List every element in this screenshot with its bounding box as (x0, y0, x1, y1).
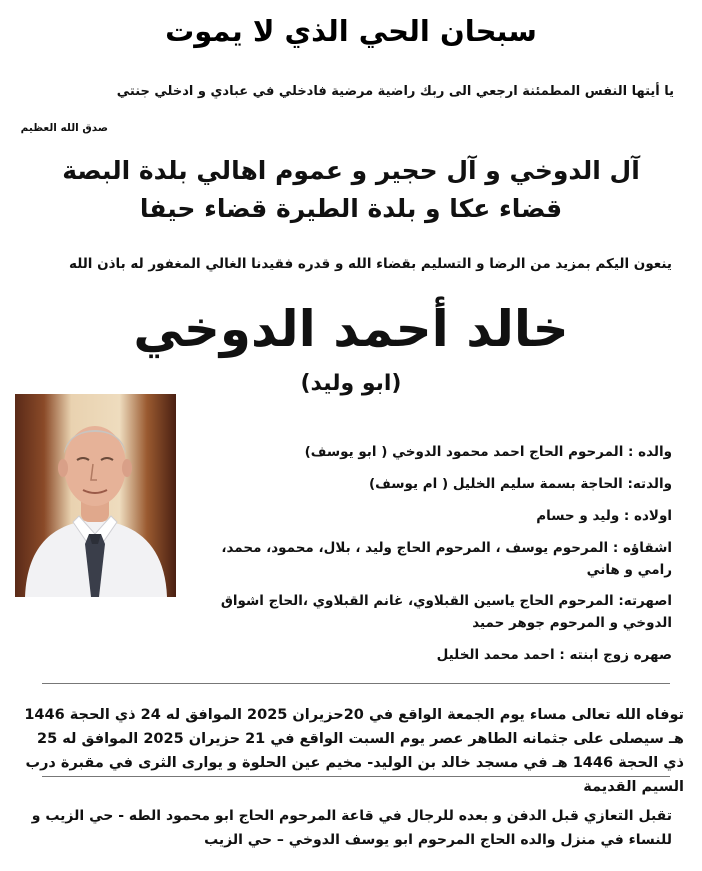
families-line-2: قضاء عكا و بلدة الطيرة قضاء حيفا (139, 194, 563, 223)
deceased-name: خالد أحمد الدوخي (133, 300, 569, 358)
portrait-image (15, 394, 176, 597)
funeral-details: توفاه الله تعالى مساء يوم الجمعة الواقع في 20حزيران 2025 الموافق له 24 ذي الحجة 1446 هـ سيصلى على جثمانه الطاهر عصر يوم السبت الواقع في 21 حزيران 2025 الموافق له 25 ذي الحجة 1446 هـ في مسجد خالد بن الوليد- مخيم عين الحلوة و يوارى الثرى في مقبرة درب السيم القديمة (24, 707, 684, 795)
quran-verse: يا أيتها النفس المطمئنة ارجعي الى ربك راضية مرضية فادخلي في عبادي و ادخلي جنتي (116, 84, 674, 99)
announcement-text: ينعون اليكم بمزيد من الرضا و التسليم بقضاء الله و قدره فقيدنا الغالي المغفور له باذن الله (69, 256, 672, 272)
children-line: اولاده : وليد و حسام (536, 508, 672, 524)
mother-line: والدته: الحاجة بسمة سليم الخليل ( ام يوسف) (368, 476, 672, 492)
father-line: والده : المرحوم الحاج احمد محمود الدوخي ( ابو يوسف) (304, 444, 672, 460)
divider-bottom (42, 776, 670, 777)
verse-source: صدق الله العظيم (20, 122, 108, 134)
mourning-families (40, 152, 662, 228)
son-in-law-line: صهره زوج ابنته : احمد محمد الخليل (436, 647, 672, 663)
divider-top (42, 683, 670, 684)
notice-title: سبحان الحي الذي لا يموت (165, 14, 537, 48)
siblings-line: اشقاؤه : المرحوم يوسف ، المرحوم الحاج وليد ، بلال، محمود، محمد، رامي و هاني (221, 540, 672, 578)
deceased-photo (15, 394, 176, 597)
families-line-1: آل الدوخي و آل حجير و عموم اهالي بلدة البصة (62, 156, 640, 185)
condolences-details: تقبل التعازي قبل الدفن و بعده للرجال في قاعة المرحوم الحاج ابو محمود الطه - حي الزيب و للنساء في منزل والده الحاج المرحوم ابو يوسف الدوخي – حي الزيب (31, 808, 672, 848)
deceased-nickname: (ابو وليد) (300, 371, 402, 396)
in-laws-line: اصهرته: المرحوم الحاج ياسين القبلاوي، غانم القبلاوي ،الحاج اشواق الدوخي و المرحوم جوهر حميد (220, 593, 672, 631)
